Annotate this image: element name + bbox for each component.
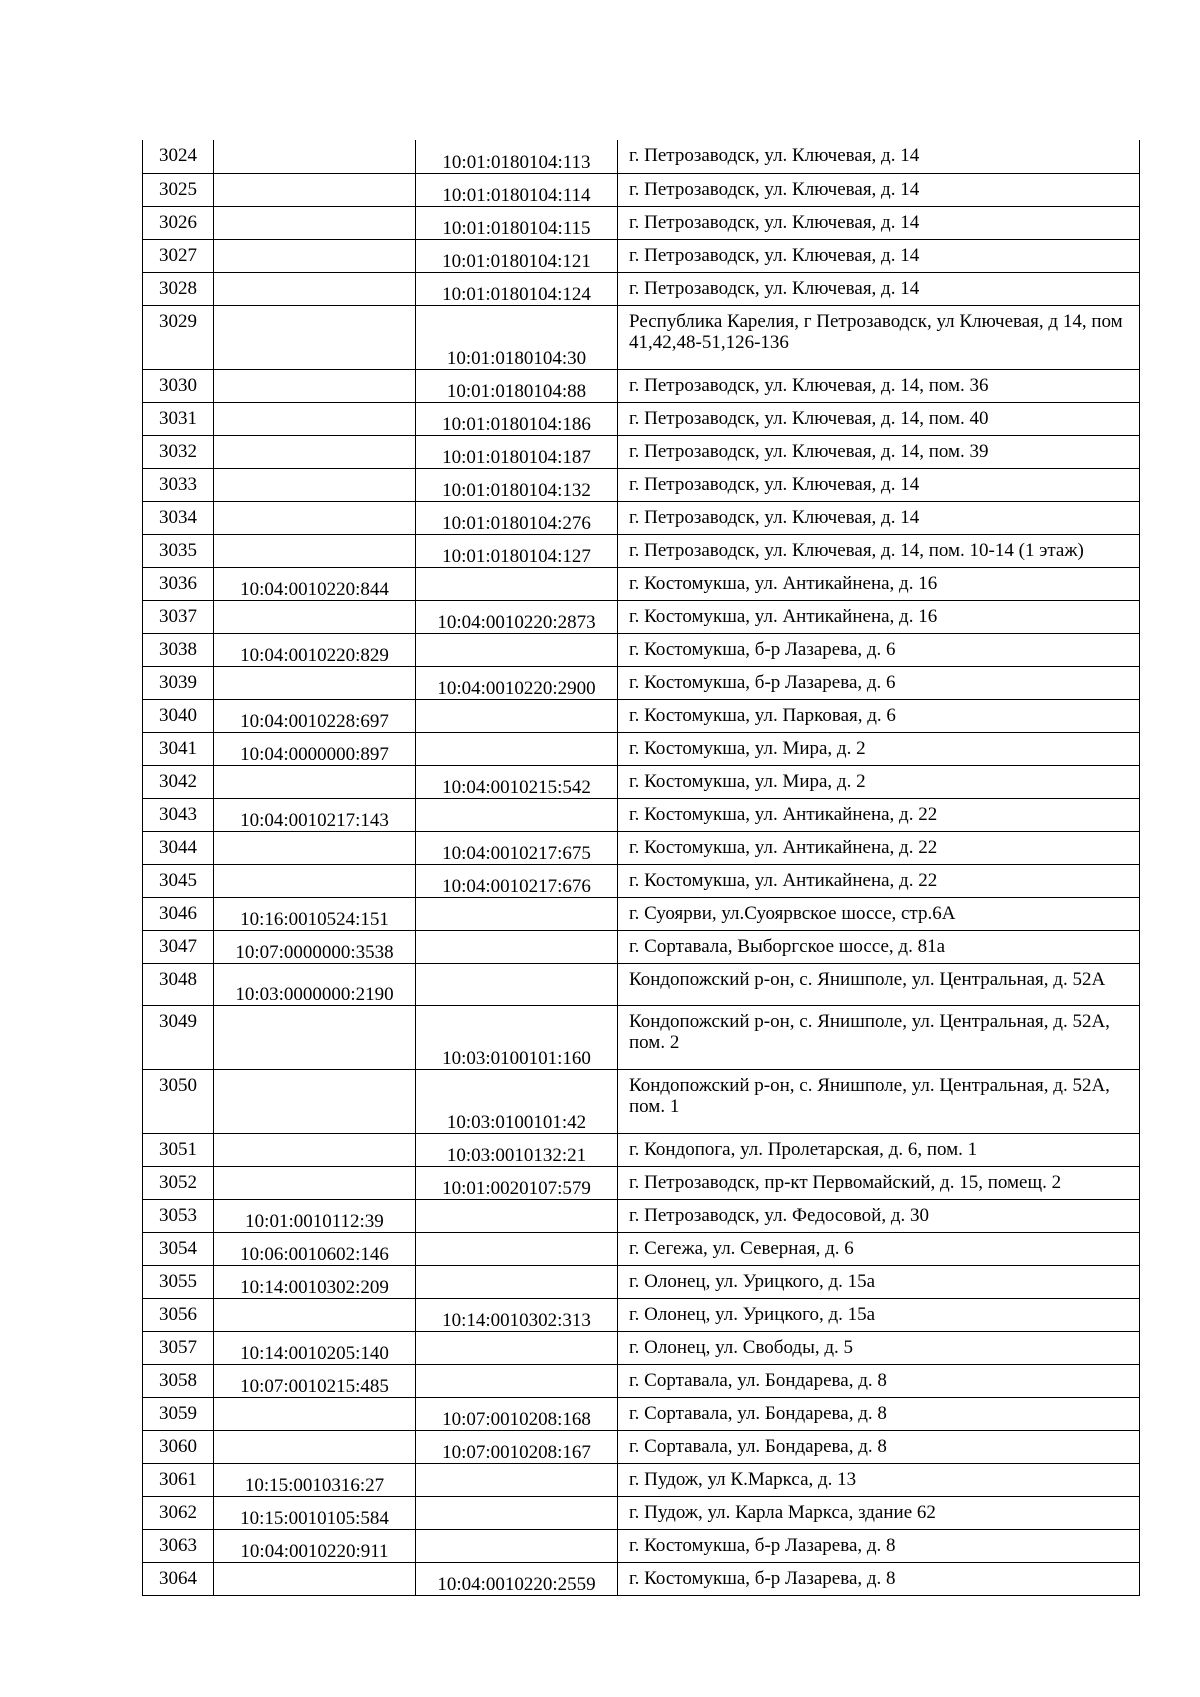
land-cadastral-number-cell: 10:04:0010217:143 <box>214 798 416 831</box>
land-cadastral-number-cell <box>214 206 416 239</box>
address-cell: г. Петрозаводск, ул. Ключевая, д. 14 <box>618 468 1140 501</box>
row-number-cell: 3043 <box>143 798 214 831</box>
row-number-cell: 3028 <box>143 272 214 305</box>
building-cadastral-number-cell: 10:03:0100101:42 <box>416 1069 618 1133</box>
land-cadastral-number-cell <box>214 1430 416 1463</box>
row-number-cell: 3051 <box>143 1133 214 1166</box>
row-number-cell: 3039 <box>143 666 214 699</box>
address-cell: г. Олонец, ул. Урицкого, д. 15а <box>618 1298 1140 1331</box>
row-number-cell: 3044 <box>143 831 214 864</box>
building-cadastral-number-cell: 10:04:0010220:2559 <box>416 1562 618 1595</box>
building-cadastral-number-cell <box>416 1331 618 1364</box>
building-cadastral-number-cell <box>416 699 618 732</box>
table-row <box>143 305 1140 369</box>
building-cadastral-number-cell: 10:01:0180104:115 <box>416 206 618 239</box>
land-cadastral-number-cell <box>214 468 416 501</box>
row-number-cell: 3038 <box>143 633 214 666</box>
land-cadastral-number-cell <box>214 1133 416 1166</box>
land-cadastral-number-cell <box>214 369 416 402</box>
address-cell: г. Костомукша, ул. Антикайнена, д. 22 <box>618 864 1140 897</box>
table-row <box>143 1265 1140 1298</box>
building-cadastral-number-cell: 10:04:0010217:675 <box>416 831 618 864</box>
building-cadastral-number-cell <box>416 1364 618 1397</box>
land-cadastral-number-cell: 10:15:0010316:27 <box>214 1463 416 1496</box>
row-number-cell: 3064 <box>143 1562 214 1595</box>
row-number-cell: 3033 <box>143 468 214 501</box>
land-cadastral-number-cell <box>214 1069 416 1133</box>
building-cadastral-number-cell: 10:01:0180104:132 <box>416 468 618 501</box>
row-number-cell: 3047 <box>143 930 214 963</box>
table-row <box>143 1529 1140 1562</box>
building-cadastral-number-cell: 10:03:0010132:21 <box>416 1133 618 1166</box>
building-cadastral-number-cell: 10:01:0180104:113 <box>416 140 618 173</box>
land-cadastral-number-cell <box>214 666 416 699</box>
land-cadastral-number-cell: 10:04:0010220:829 <box>214 633 416 666</box>
table-row <box>143 501 1140 534</box>
table-row <box>143 930 1140 963</box>
row-number-cell: 3057 <box>143 1331 214 1364</box>
land-cadastral-number-cell <box>214 1005 416 1069</box>
building-cadastral-number-cell: 10:01:0180104:30 <box>416 305 618 369</box>
address-cell: г. Кондопога, ул. Пролетарская, д. 6, пом. 1 <box>618 1133 1140 1166</box>
table-row <box>143 732 1140 765</box>
address-cell: г. Костомукша, б-р Лазарева, д. 8 <box>618 1529 1140 1562</box>
table-row <box>143 1331 1140 1364</box>
row-number-cell: 3037 <box>143 600 214 633</box>
row-number-cell: 3048 <box>143 963 214 1005</box>
address-cell: г. Костомукша, б-р Лазарева, д. 6 <box>618 666 1140 699</box>
building-cadastral-number-cell <box>416 732 618 765</box>
land-cadastral-number-cell: 10:15:0010105:584 <box>214 1496 416 1529</box>
address-cell: г. Петрозаводск, ул. Ключевая, д. 14 <box>618 140 1140 173</box>
table-row <box>143 600 1140 633</box>
table-row <box>143 1232 1140 1265</box>
building-cadastral-number-cell: 10:01:0180104:276 <box>416 501 618 534</box>
land-cadastral-number-cell <box>214 140 416 173</box>
table-row <box>143 1463 1140 1496</box>
building-cadastral-number-cell <box>416 963 618 1005</box>
row-number-cell: 3062 <box>143 1496 214 1529</box>
address-cell: г. Олонец, ул. Урицкого, д. 15а <box>618 1265 1140 1298</box>
building-cadastral-number-cell: 10:14:0010302:313 <box>416 1298 618 1331</box>
address-cell: г. Пудож, ул К.Маркса, д. 13 <box>618 1463 1140 1496</box>
table-row <box>143 173 1140 206</box>
table-row <box>143 534 1140 567</box>
building-cadastral-number-cell <box>416 1463 618 1496</box>
row-number-cell: 3035 <box>143 534 214 567</box>
table-row <box>143 1364 1140 1397</box>
building-cadastral-number-cell: 10:03:0100101:160 <box>416 1005 618 1069</box>
address-cell: г. Костомукша, ул. Мира, д. 2 <box>618 732 1140 765</box>
land-cadastral-number-cell <box>214 1397 416 1430</box>
table-row <box>143 1133 1140 1166</box>
row-number-cell: 3034 <box>143 501 214 534</box>
address-cell: г. Петрозаводск, ул. Ключевая, д. 14, пом. 40 <box>618 402 1140 435</box>
address-cell: г. Петрозаводск, пр-кт Первомайский, д. 15, помещ. 2 <box>618 1166 1140 1199</box>
table-row <box>143 798 1140 831</box>
land-cadastral-number-cell: 10:04:0010220:911 <box>214 1529 416 1562</box>
address-cell: г. Петрозаводск, ул. Ключевая, д. 14, пом. 39 <box>618 435 1140 468</box>
land-cadastral-number-cell: 10:06:0010602:146 <box>214 1232 416 1265</box>
building-cadastral-number-cell: 10:04:0010220:2900 <box>416 666 618 699</box>
land-cadastral-number-cell <box>214 173 416 206</box>
land-cadastral-number-cell: 10:14:0010302:209 <box>214 1265 416 1298</box>
row-number-cell: 3050 <box>143 1069 214 1133</box>
row-number-cell: 3042 <box>143 765 214 798</box>
row-number-cell: 3029 <box>143 305 214 369</box>
address-cell: г. Петрозаводск, ул. Ключевая, д. 14 <box>618 206 1140 239</box>
row-number-cell: 3026 <box>143 206 214 239</box>
row-number-cell: 3053 <box>143 1199 214 1232</box>
row-number-cell: 3056 <box>143 1298 214 1331</box>
land-cadastral-number-cell <box>214 402 416 435</box>
land-cadastral-number-cell <box>214 435 416 468</box>
land-cadastral-number-cell: 10:01:0010112:39 <box>214 1199 416 1232</box>
address-cell: г. Пудож, ул. Карла Маркса, здание 62 <box>618 1496 1140 1529</box>
table-row <box>143 468 1140 501</box>
building-cadastral-number-cell: 10:04:0010215:542 <box>416 765 618 798</box>
address-cell: г. Костомукша, ул. Парковая, д. 6 <box>618 699 1140 732</box>
building-cadastral-number-cell: 10:04:0010220:2873 <box>416 600 618 633</box>
land-cadastral-number-cell: 10:07:0000000:3538 <box>214 930 416 963</box>
table-row <box>143 567 1140 600</box>
building-cadastral-number-cell <box>416 1199 618 1232</box>
building-cadastral-number-cell <box>416 897 618 930</box>
row-number-cell: 3045 <box>143 864 214 897</box>
row-number-cell: 3055 <box>143 1265 214 1298</box>
address-cell: г. Сортавала, Выборгское шоссе, д. 81а <box>618 930 1140 963</box>
address-cell: г. Петрозаводск, ул. Ключевая, д. 14 <box>618 272 1140 305</box>
table-row <box>143 699 1140 732</box>
land-cadastral-number-cell <box>214 864 416 897</box>
row-number-cell: 3054 <box>143 1232 214 1265</box>
land-cadastral-number-cell: 10:03:0000000:2190 <box>214 963 416 1005</box>
address-cell: г. Сортавала, ул. Бондарева, д. 8 <box>618 1397 1140 1430</box>
row-number-cell: 3040 <box>143 699 214 732</box>
table-row <box>143 963 1140 1005</box>
address-cell: г. Сортавала, ул. Бондарева, д. 8 <box>618 1364 1140 1397</box>
table-row <box>143 369 1140 402</box>
row-number-cell: 3041 <box>143 732 214 765</box>
land-cadastral-number-cell <box>214 534 416 567</box>
land-cadastral-number-cell: 10:14:0010205:140 <box>214 1331 416 1364</box>
land-cadastral-number-cell <box>214 600 416 633</box>
address-cell: г. Костомукша, ул. Мира, д. 2 <box>618 765 1140 798</box>
address-cell: г. Петрозаводск, ул. Ключевая, д. 14 <box>618 239 1140 272</box>
address-cell: Кондопожский р-он, с. Янишполе, ул. Центральная, д. 52А, пом. 1 <box>618 1069 1140 1133</box>
row-number-cell: 3036 <box>143 567 214 600</box>
address-cell: г. Костомукша, ул. Антикайнена, д. 16 <box>618 567 1140 600</box>
address-cell: г. Костомукша, ул. Антикайнена, д. 22 <box>618 798 1140 831</box>
table-row <box>143 1005 1140 1069</box>
address-cell: Республика Карелия, г Петрозаводск, ул Ключевая, д 14, пом 41,42,48-51,126-136 <box>618 305 1140 369</box>
table-row <box>143 140 1140 173</box>
land-cadastral-number-cell <box>214 305 416 369</box>
row-number-cell: 3052 <box>143 1166 214 1199</box>
land-cadastral-number-cell: 10:04:0010220:844 <box>214 567 416 600</box>
table-row <box>143 1199 1140 1232</box>
registry-table-body <box>143 140 1140 1595</box>
building-cadastral-number-cell <box>416 1265 618 1298</box>
building-cadastral-number-cell <box>416 798 618 831</box>
table-row <box>143 1496 1140 1529</box>
row-number-cell: 3024 <box>143 140 214 173</box>
land-cadastral-number-cell: 10:07:0010215:485 <box>214 1364 416 1397</box>
row-number-cell: 3030 <box>143 369 214 402</box>
row-number-cell: 3058 <box>143 1364 214 1397</box>
land-cadastral-number-cell <box>214 1562 416 1595</box>
building-cadastral-number-cell: 10:01:0020107:579 <box>416 1166 618 1199</box>
building-cadastral-number-cell: 10:01:0180104:114 <box>416 173 618 206</box>
table-row <box>143 864 1140 897</box>
land-cadastral-number-cell: 10:04:0000000:897 <box>214 732 416 765</box>
building-cadastral-number-cell: 10:01:0180104:187 <box>416 435 618 468</box>
building-cadastral-number-cell: 10:01:0180104:121 <box>416 239 618 272</box>
address-cell: г. Петрозаводск, ул. Ключевая, д. 14 <box>618 173 1140 206</box>
land-cadastral-number-cell <box>214 765 416 798</box>
address-cell: Кондопожский р-он, с. Янишполе, ул. Центральная, д. 52А <box>618 963 1140 1005</box>
row-number-cell: 3049 <box>143 1005 214 1069</box>
address-cell: г. Сегежа, ул. Северная, д. 6 <box>618 1232 1140 1265</box>
address-cell: г. Сортавала, ул. Бондарева, д. 8 <box>618 1430 1140 1463</box>
row-number-cell: 3060 <box>143 1430 214 1463</box>
land-cadastral-number-cell <box>214 239 416 272</box>
land-cadastral-number-cell: 10:16:0010524:151 <box>214 897 416 930</box>
row-number-cell: 3025 <box>143 173 214 206</box>
row-number-cell: 3031 <box>143 402 214 435</box>
building-cadastral-number-cell <box>416 930 618 963</box>
building-cadastral-number-cell <box>416 633 618 666</box>
address-cell: г. Петрозаводск, ул. Ключевая, д. 14, пом. 10-14 (1 этаж) <box>618 534 1140 567</box>
building-cadastral-number-cell <box>416 1529 618 1562</box>
table-row <box>143 765 1140 798</box>
table-row <box>143 633 1140 666</box>
row-number-cell: 3046 <box>143 897 214 930</box>
land-cadastral-number-cell: 10:04:0010228:697 <box>214 699 416 732</box>
table-row <box>143 1562 1140 1595</box>
address-cell: г. Петрозаводск, ул. Ключевая, д. 14, пом. 36 <box>618 369 1140 402</box>
address-cell: Кондопожский р-он, с. Янишполе, ул. Центральная, д. 52А, пом. 2 <box>618 1005 1140 1069</box>
table-row <box>143 897 1140 930</box>
building-cadastral-number-cell: 10:01:0180104:124 <box>416 272 618 305</box>
row-number-cell: 3027 <box>143 239 214 272</box>
building-cadastral-number-cell: 10:07:0010208:167 <box>416 1430 618 1463</box>
table-row <box>143 1397 1140 1430</box>
land-cadastral-number-cell <box>214 1298 416 1331</box>
table-row <box>143 666 1140 699</box>
address-cell: г. Суоярви, ул.Суоярвское шоссе, стр.6А <box>618 897 1140 930</box>
building-cadastral-number-cell: 10:01:0180104:186 <box>416 402 618 435</box>
building-cadastral-number-cell <box>416 1496 618 1529</box>
row-number-cell: 3032 <box>143 435 214 468</box>
address-cell: г. Петрозаводск, ул. Федосовой, д. 30 <box>618 1199 1140 1232</box>
table-row <box>143 831 1140 864</box>
building-cadastral-number-cell: 10:07:0010208:168 <box>416 1397 618 1430</box>
building-cadastral-number-cell: 10:01:0180104:127 <box>416 534 618 567</box>
table-row <box>143 402 1140 435</box>
address-cell: г. Костомукша, ул. Антикайнена, д. 16 <box>618 600 1140 633</box>
table-row <box>143 1166 1140 1199</box>
address-cell: г. Петрозаводск, ул. Ключевая, д. 14 <box>618 501 1140 534</box>
address-cell: г. Олонец, ул. Свободы, д. 5 <box>618 1331 1140 1364</box>
land-cadastral-number-cell <box>214 1166 416 1199</box>
row-number-cell: 3059 <box>143 1397 214 1430</box>
table-row <box>143 206 1140 239</box>
row-number-cell: 3061 <box>143 1463 214 1496</box>
land-cadastral-number-cell <box>214 272 416 305</box>
row-number-cell: 3063 <box>143 1529 214 1562</box>
address-cell: г. Костомукша, ул. Антикайнена, д. 22 <box>618 831 1140 864</box>
building-cadastral-number-cell <box>416 1232 618 1265</box>
table-row <box>143 239 1140 272</box>
building-cadastral-number-cell <box>416 567 618 600</box>
table-row <box>143 435 1140 468</box>
table-row <box>143 272 1140 305</box>
table-row <box>143 1069 1140 1133</box>
building-cadastral-number-cell: 10:01:0180104:88 <box>416 369 618 402</box>
building-cadastral-number-cell: 10:04:0010217:676 <box>416 864 618 897</box>
address-cell: г. Костомукша, б-р Лазарева, д. 8 <box>618 1562 1140 1595</box>
registry-table <box>142 140 1140 1596</box>
land-cadastral-number-cell <box>214 501 416 534</box>
land-cadastral-number-cell <box>214 831 416 864</box>
table-row <box>143 1430 1140 1463</box>
address-cell: г. Костомукша, б-р Лазарева, д. 6 <box>618 633 1140 666</box>
table-row <box>143 1298 1140 1331</box>
